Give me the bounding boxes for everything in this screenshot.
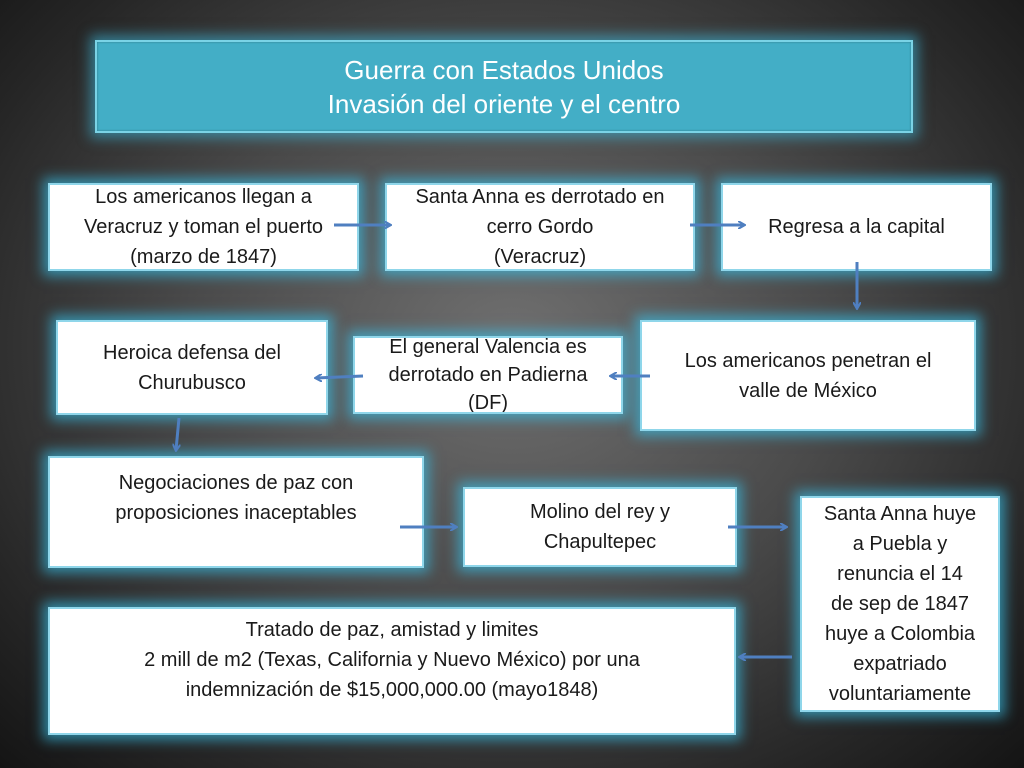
diagram-title — [95, 40, 913, 133]
node-text-line: valle de México — [739, 379, 877, 402]
node-huye — [800, 496, 1000, 712]
node-text-line: indemnización de $15,000,000.00 (mayo1848) — [185, 679, 599, 701]
node-text-line: voluntariamente — [828, 683, 972, 705]
node-text-line: (DF) — [468, 392, 508, 414]
node-valle — [640, 320, 976, 431]
node-molino — [463, 487, 737, 567]
arrow-churubusco-to-negociaciones — [176, 418, 179, 450]
node-text-line: El general Valencia es — [389, 336, 587, 358]
node-text-line: expatriado — [853, 653, 947, 675]
node-padierna — [353, 336, 623, 414]
node-text-line: Los americanos llegan a — [95, 186, 312, 208]
node-text-line: renuncia el 14 — [837, 563, 963, 585]
node-text-line: (marzo de 1847) — [130, 246, 277, 268]
node-text-line: Tratado de paz, amistad y limites — [245, 619, 539, 641]
node-text-line: Negociaciones de paz con — [118, 472, 354, 494]
node-text-line: Churubusco — [138, 371, 246, 394]
node-text-line: derrotado en Padierna — [388, 364, 588, 386]
node-text-line: Santa Anna huye — [823, 503, 977, 525]
node-negociaciones — [48, 456, 424, 568]
node-text-line: a Puebla y — [852, 533, 948, 555]
node-text-line: cerro Gordo — [486, 216, 594, 238]
node-text-line: Los americanos penetran el — [684, 349, 932, 372]
node-cerro-gordo — [385, 183, 695, 271]
node-tratado — [48, 607, 736, 735]
node-text-line: Regresa a la capital — [768, 216, 945, 238]
node-capital — [721, 183, 992, 271]
title-line-1: Guerra con Estados Unidos — [344, 54, 664, 85]
node-text-line: Molino del rey y — [529, 501, 671, 523]
node-text-line: (Veracruz) — [493, 246, 587, 268]
title-line-2: Invasión del oriente y el centro — [327, 88, 681, 119]
node-text-line: Chapultepec — [543, 531, 657, 553]
node-text-line: Santa Anna es derrotado en — [415, 186, 665, 208]
node-text-line: huye a Colombia — [824, 623, 976, 645]
node-text-line: de sep de 1847 — [831, 593, 969, 615]
node-text-line: Veracruz y toman el puerto — [83, 216, 323, 238]
node-veracruz — [48, 183, 359, 271]
node-text-line: 2 mill de m2 (Texas, California y Nuevo México) por una — [144, 649, 640, 671]
node-churubusco — [56, 320, 328, 415]
node-text-line: proposiciones inaceptables — [115, 502, 357, 524]
node-text-line: Heroica defensa del — [103, 341, 281, 364]
